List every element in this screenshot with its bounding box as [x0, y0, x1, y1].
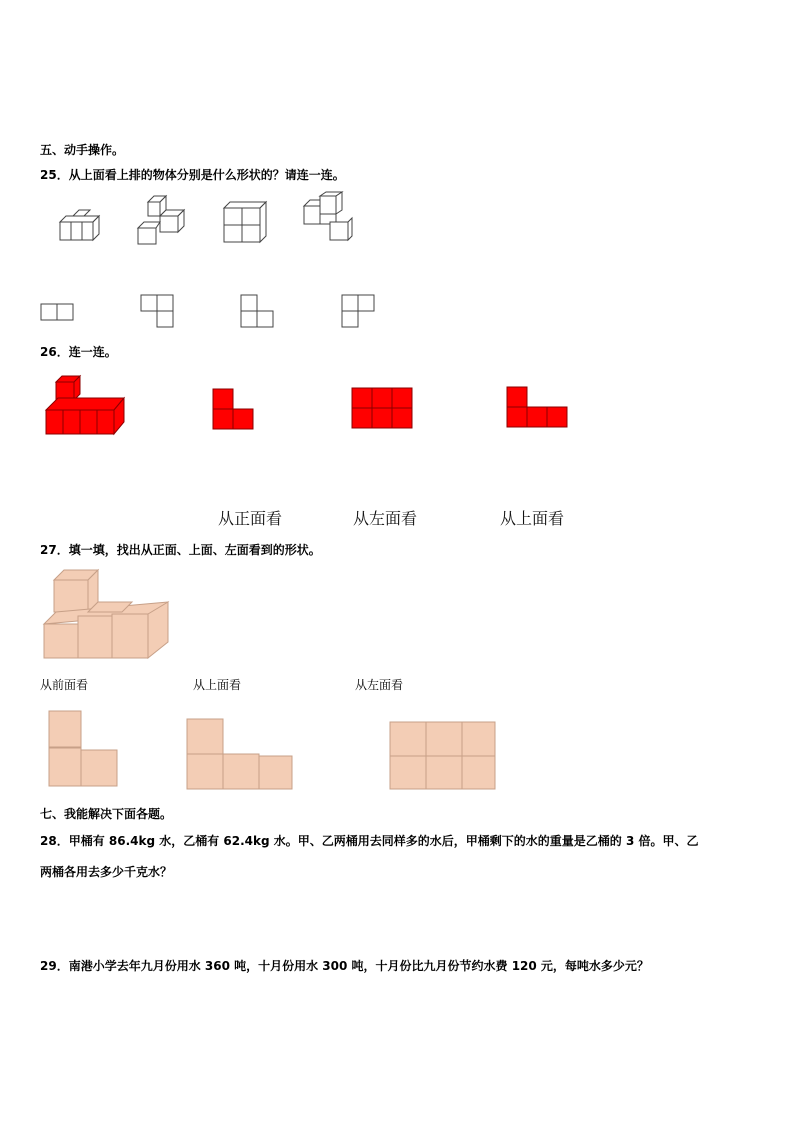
question-28-line2: 两桶各用去多少千克水？	[40, 865, 173, 879]
view-shape-2	[140, 294, 176, 330]
view-shape-4	[341, 294, 377, 330]
q27-view-label-front: 从前面看	[40, 678, 89, 692]
section-5-title: 五、动手操作。	[40, 143, 125, 157]
tan-cube-object	[42, 568, 172, 662]
view-label-left: 从左面看	[353, 509, 418, 528]
tan-view-front	[48, 710, 120, 790]
question-27-text: 27．填一填，找出从正面、上面、左面看到的形状。	[40, 543, 321, 557]
view-label-top: 从上面看	[500, 509, 565, 528]
cube-object-2	[136, 196, 188, 248]
red-view-long-l-shape	[506, 386, 570, 428]
question-29-text: 29．南港小学去年九月份用水 360 吨，十月份用水 300 吨，十月份比九月份节约水费 120 元，每吨水多少元？	[40, 959, 649, 973]
red-view-l-shape	[212, 388, 256, 430]
view-shape-1	[40, 303, 76, 323]
red-view-rectangle	[351, 387, 413, 429]
section-7-title: 七、我能解决下面各题。	[40, 807, 173, 821]
cube-object-4	[300, 192, 354, 246]
q27-view-label-left: 从左面看	[355, 678, 404, 692]
cube-object-1	[56, 206, 106, 246]
view-shape-3	[240, 294, 276, 330]
view-label-front: 从正面看	[218, 509, 283, 528]
tan-view-top	[186, 718, 294, 792]
tan-view-left	[389, 721, 497, 791]
red-cube-object	[44, 376, 126, 436]
q27-view-label-top: 从上面看	[193, 678, 242, 692]
question-26-text: 26．连一连。	[40, 345, 117, 359]
question-25-text: 25．从上面看上排的物体分别是什么形状的？请连一连。	[40, 168, 345, 182]
cube-object-3	[222, 200, 268, 246]
question-28-line1: 28．甲桶有 86.4kg 水，乙桶有 62.4kg 水。甲、乙两桶用去同样多的水后，甲桶剩下的水的重量是乙桶的 3 倍。甲、乙	[40, 834, 699, 848]
